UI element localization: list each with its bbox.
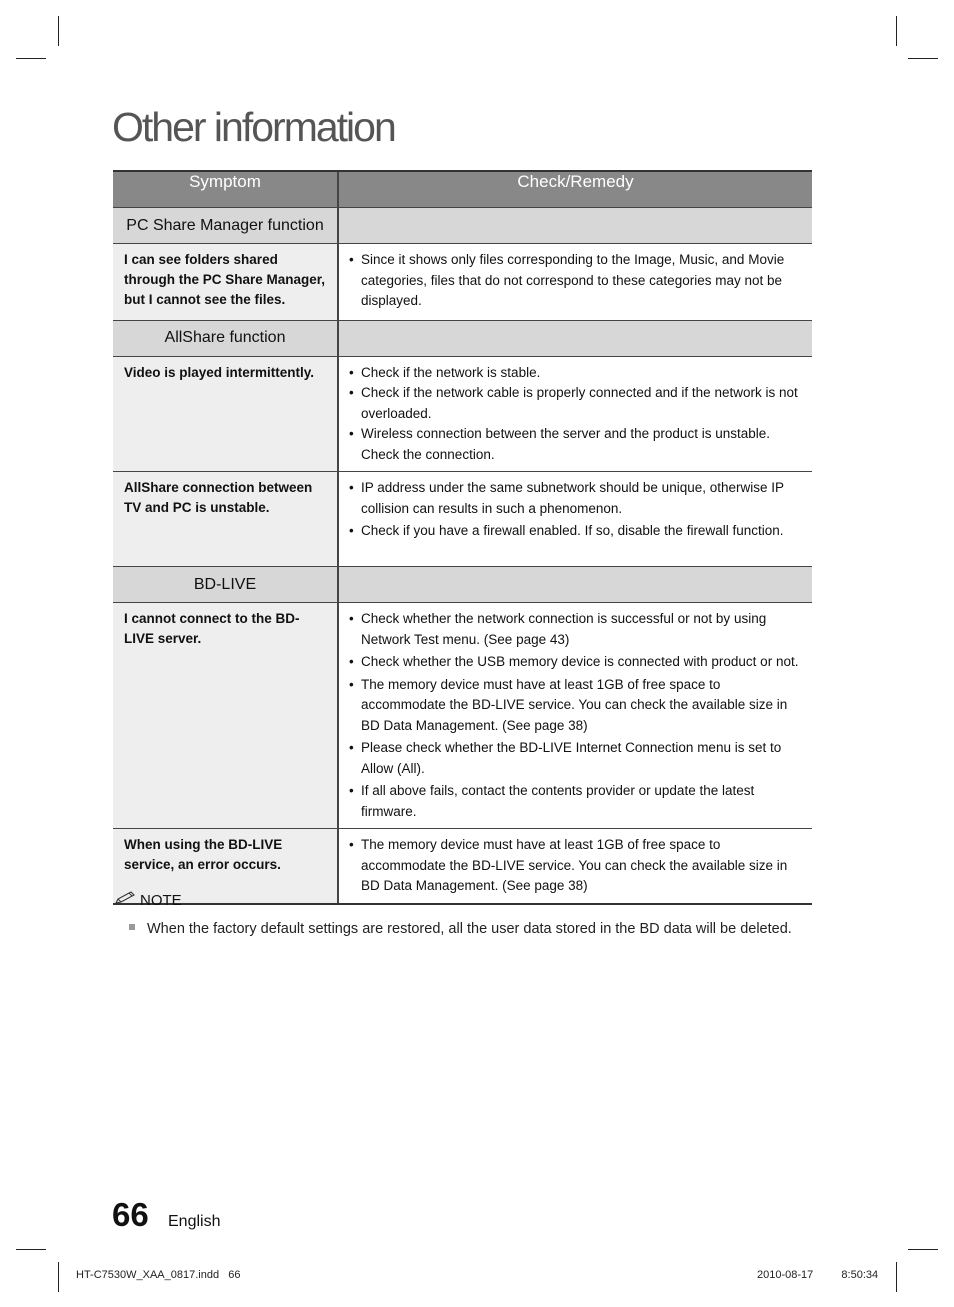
symptom-cell: Video is played intermittently. bbox=[113, 356, 338, 472]
remedy-item: • Since it shows only files corresponding to the Image, Music, and Movie categories, files that do not correspond to these categories may not be displayed. bbox=[349, 250, 802, 312]
table-row bbox=[113, 603, 812, 829]
remedy-cell bbox=[338, 472, 812, 567]
table-row bbox=[113, 472, 812, 567]
footer-file-text: HT-C7530W_XAA_0817.indd 66 bbox=[76, 1269, 241, 1281]
crop-mark bbox=[908, 58, 938, 59]
note-text: When the factory default settings are restored, all the user data stored in the BD data will be deleted. bbox=[147, 921, 792, 937]
troubleshooting-table bbox=[113, 170, 812, 905]
section-label: BD-LIVE bbox=[113, 567, 338, 603]
footer-timestamp bbox=[757, 1269, 878, 1281]
crop-mark bbox=[16, 58, 46, 59]
crop-mark bbox=[16, 1249, 46, 1250]
crop-mark bbox=[896, 16, 897, 46]
section-row-bd-live bbox=[113, 567, 812, 603]
crop-mark bbox=[58, 16, 59, 46]
remedy-item: • The memory device must have at least 1GB of free space to accommodate the BD-LIVE service. You can check the available size in BD Data Management. (See page 38) bbox=[349, 835, 802, 897]
crop-mark bbox=[58, 1262, 59, 1292]
section-empty-cell bbox=[338, 208, 812, 244]
table-row bbox=[113, 356, 812, 472]
table-row bbox=[113, 829, 812, 904]
footer-time: 8:50:34 bbox=[841, 1269, 879, 1281]
symptom-cell: I cannot connect to the BD-LIVE server. bbox=[113, 603, 338, 829]
remedy-cell bbox=[338, 829, 812, 904]
note-label: NOTE bbox=[140, 892, 182, 909]
crop-mark bbox=[896, 1262, 897, 1292]
remedy-item: • Wireless connection between the server and the product is unstable. Check the connection. bbox=[349, 424, 802, 465]
remedy-item: • If all above fails, contact the contents provider or update the latest firmware. bbox=[349, 781, 802, 822]
square-bullet-icon bbox=[129, 924, 135, 930]
table-header-row bbox=[113, 171, 812, 208]
remedy-cell bbox=[338, 603, 812, 829]
section-empty-cell bbox=[338, 320, 812, 356]
page-title: Other information bbox=[112, 104, 395, 150]
page-number: 66 bbox=[112, 1196, 149, 1233]
note-item bbox=[129, 921, 792, 937]
page-language: English bbox=[168, 1213, 221, 1230]
remedy-cell bbox=[338, 356, 812, 472]
section-empty-cell bbox=[338, 567, 812, 603]
remedy-item: • Check if the network cable is properly connected and if the network is not overloaded. bbox=[349, 383, 802, 424]
remedy-item: • Check whether the network connection is successful or not by using Network Test menu. (See page 43) bbox=[349, 609, 802, 650]
symptom-cell: I can see folders shared through the PC Share Manager, but I cannot see the files. bbox=[113, 244, 338, 321]
remedy-item: • Check whether the USB memory device is connected with product or not. bbox=[349, 652, 802, 673]
footer-file bbox=[76, 1269, 241, 1281]
symptom-cell: When using the BD-LIVE service, an error occurs. bbox=[113, 829, 338, 904]
section-label: AllShare function bbox=[113, 320, 338, 356]
pencil-icon bbox=[114, 891, 140, 909]
crop-mark bbox=[908, 1249, 938, 1250]
section-label: PC Share Manager function bbox=[113, 208, 338, 244]
footer-date: 2010-08-17 bbox=[757, 1269, 814, 1281]
remedy-item: • IP address under the same subnetwork should be unique, otherwise IP collision can results in such a phenomenon. bbox=[349, 478, 802, 519]
remedy-item: • The memory device must have at least 1GB of free space to accommodate the BD-LIVE service. You can check the available size in BD Data Management. (See page 38) bbox=[349, 675, 802, 737]
remedy-cell bbox=[338, 244, 812, 321]
section-row-allshare bbox=[113, 320, 812, 356]
note-heading bbox=[114, 891, 182, 909]
table-row bbox=[113, 244, 812, 321]
remedy-item: • Check if the network is stable. bbox=[349, 363, 802, 384]
remedy-item: • Check if you have a firewall enabled. If so, disable the firewall function. bbox=[349, 521, 802, 542]
header-check-remedy: Check/Remedy bbox=[338, 171, 812, 208]
header-symptom: Symptom bbox=[113, 171, 338, 208]
remedy-item: • Please check whether the BD-LIVE Internet Connection menu is set to Allow (All). bbox=[349, 738, 802, 779]
symptom-cell: AllShare connection between TV and PC is unstable. bbox=[113, 472, 338, 567]
section-row-pc-share-manager bbox=[113, 208, 812, 244]
